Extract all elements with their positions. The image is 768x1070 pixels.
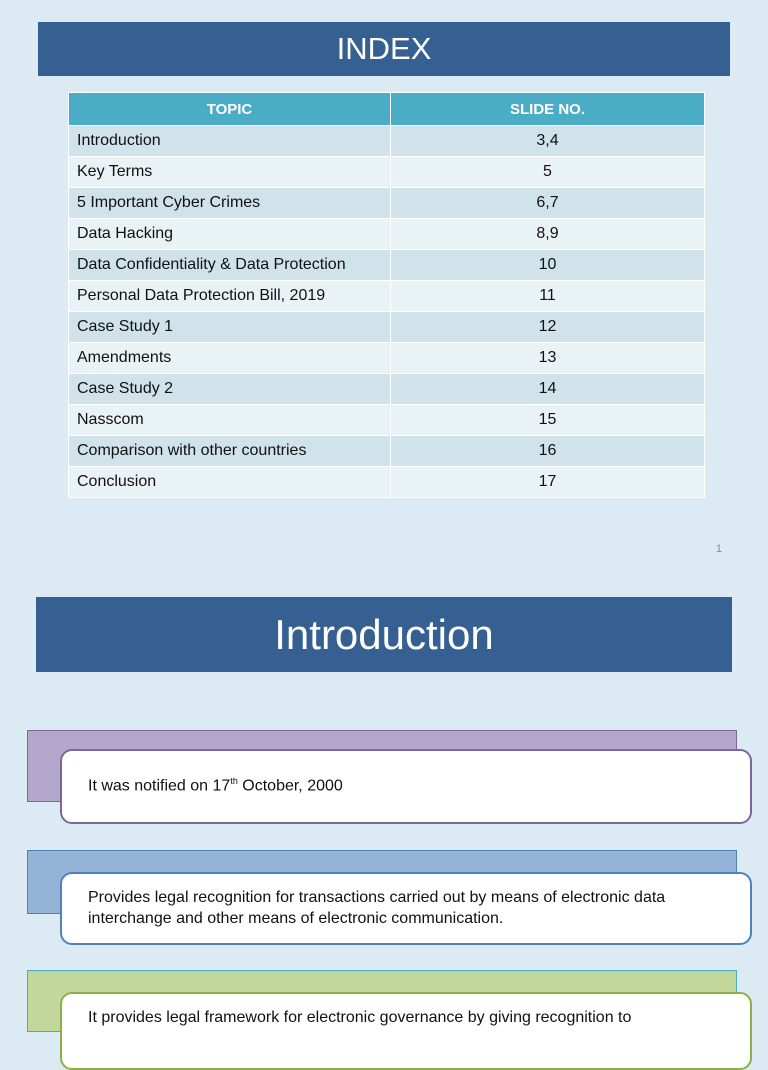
slide-column-header: SLIDE NO.: [391, 93, 705, 126]
introduction-title: [36, 597, 732, 672]
point-2-card: [60, 872, 752, 945]
topic-cell: Case Study 1: [69, 312, 391, 343]
point-1-superscript: th: [230, 775, 238, 786]
table-row: [69, 467, 705, 498]
table-row: [69, 405, 705, 436]
slide-cell: 6,7: [391, 188, 705, 219]
table-row: [69, 343, 705, 374]
topic-cell: Nasscom: [69, 405, 391, 436]
slide-cell: 3,4: [391, 126, 705, 157]
point-1-text-main: It was notified on 17: [88, 777, 231, 795]
introduction-title-text: Introduction: [274, 610, 494, 658]
slide-cell: 14: [391, 374, 705, 405]
index-title-text: INDEX: [336, 31, 432, 66]
topic-cell: Amendments: [69, 343, 391, 374]
topic-cell: Conclusion: [69, 467, 391, 498]
index-table-header: [69, 93, 705, 126]
table-row: [69, 312, 705, 343]
index-table: [68, 92, 705, 498]
topic-cell: Comparison with other countries: [69, 436, 391, 467]
index-title: [38, 22, 730, 76]
topic-cell: Key Terms: [69, 157, 391, 188]
topic-cell: Introduction: [69, 126, 391, 157]
topic-cell: 5 Important Cyber Crimes: [69, 188, 391, 219]
topic-cell: Data Hacking: [69, 219, 391, 250]
slide-cell: 15: [391, 405, 705, 436]
table-row: [69, 250, 705, 281]
point-3-text: It provides legal framework for electronic governance by giving recognition to: [88, 1009, 632, 1026]
slide-cell: 5: [391, 157, 705, 188]
slide-cell: 13: [391, 343, 705, 374]
table-row: [69, 126, 705, 157]
point-1-text: [88, 776, 343, 797]
point-2-text: Provides legal recognition for transactions carried out by means of electronic data interchange and other means of electronic communication.: [88, 888, 666, 927]
point-1-text-end: October, 2000: [237, 777, 343, 795]
topic-cell: Personal Data Protection Bill, 2019: [69, 281, 391, 312]
table-row: [69, 157, 705, 188]
slide-cell: 12: [391, 312, 705, 343]
table-row: [69, 374, 705, 405]
slide-cell: 17: [391, 467, 705, 498]
slide-cell: 8,9: [391, 219, 705, 250]
slide-cell: 11: [391, 281, 705, 312]
slide-cell: 16: [391, 436, 705, 467]
table-row: [69, 188, 705, 219]
topic-column-header: TOPIC: [69, 93, 391, 126]
table-row: [69, 281, 705, 312]
topic-cell: Case Study 2: [69, 374, 391, 405]
table-row: [69, 436, 705, 467]
slide-cell: 10: [391, 250, 705, 281]
page-number: 1: [715, 543, 722, 555]
table-row: [69, 219, 705, 250]
point-1-card: [60, 749, 752, 824]
topic-cell: Data Confidentiality & Data Protection: [69, 250, 391, 281]
point-3-card: [60, 992, 752, 1070]
